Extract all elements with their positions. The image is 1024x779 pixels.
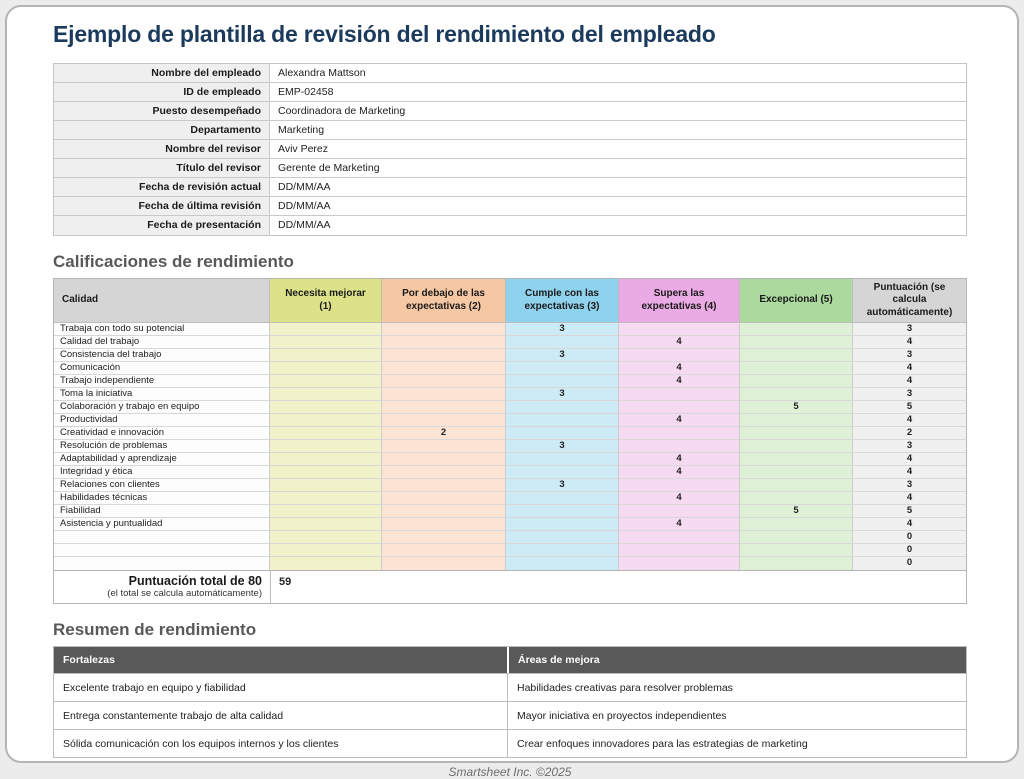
rating-cell[interactable] bbox=[740, 336, 853, 349]
rating-criterion bbox=[54, 531, 270, 544]
info-row bbox=[54, 64, 966, 83]
rating-cell[interactable] bbox=[382, 349, 506, 362]
rating-cell[interactable] bbox=[382, 466, 506, 479]
rating-row bbox=[54, 557, 966, 570]
rating-cell[interactable] bbox=[506, 375, 619, 388]
rating-cell[interactable]: 3 bbox=[506, 440, 619, 453]
rating-cell[interactable] bbox=[270, 531, 382, 544]
ratings-section-heading: Calificaciones de rendimiento bbox=[53, 252, 294, 271]
rating-cell[interactable] bbox=[740, 557, 853, 570]
rating-criterion: Productividad bbox=[54, 414, 270, 427]
rating-score-cell: 4 bbox=[853, 492, 966, 505]
rating-cell[interactable] bbox=[619, 349, 740, 362]
info-field-label: Departamento bbox=[54, 121, 270, 139]
rating-cell[interactable] bbox=[270, 336, 382, 349]
info-field-value[interactable]: Marketing bbox=[270, 121, 966, 139]
rating-criterion: Adaptabilidad y aprendizaje bbox=[54, 453, 270, 466]
rating-cell[interactable]: 4 bbox=[619, 453, 740, 466]
rating-cell[interactable] bbox=[270, 466, 382, 479]
rating-row bbox=[54, 401, 966, 414]
ratings-header-level-3: Cumple con las expectativas (3) bbox=[506, 279, 619, 323]
rating-cell[interactable] bbox=[506, 336, 619, 349]
rating-cell[interactable]: 4 bbox=[619, 336, 740, 349]
ratings-header-row bbox=[54, 279, 966, 323]
rating-row bbox=[54, 388, 966, 401]
rating-cell[interactable] bbox=[619, 531, 740, 544]
info-field-label: Título del revisor bbox=[54, 159, 270, 177]
rating-criterion: Comunicación bbox=[54, 362, 270, 375]
rating-cell[interactable]: 4 bbox=[619, 466, 740, 479]
rating-cell[interactable] bbox=[506, 492, 619, 505]
rating-cell[interactable] bbox=[382, 557, 506, 570]
summary-header-row bbox=[54, 647, 966, 673]
info-field-value[interactable]: DD/MM/AA bbox=[270, 216, 966, 235]
info-field-label: Fecha de última revisión bbox=[54, 197, 270, 215]
rating-cell[interactable] bbox=[270, 557, 382, 570]
rating-cell[interactable] bbox=[740, 414, 853, 427]
rating-cell[interactable] bbox=[270, 492, 382, 505]
rating-row bbox=[54, 362, 966, 375]
rating-cell[interactable]: 3 bbox=[506, 323, 619, 336]
rating-cell[interactable] bbox=[506, 401, 619, 414]
rating-cell[interactable] bbox=[270, 349, 382, 362]
ratings-header-level-5: Excepcional (5) bbox=[740, 279, 853, 323]
info-field-value[interactable]: Aviv Perez bbox=[270, 140, 966, 158]
rating-criterion: Consistencia del trabajo bbox=[54, 349, 270, 362]
rating-cell[interactable]: 4 bbox=[619, 375, 740, 388]
summary-body bbox=[54, 673, 966, 757]
rating-cell[interactable] bbox=[740, 453, 853, 466]
rating-cell[interactable]: 5 bbox=[740, 401, 853, 414]
summary-strength-cell[interactable]: Sólida comunicación con los equipos internos y los clientes bbox=[63, 738, 339, 750]
info-row bbox=[54, 102, 966, 121]
rating-row bbox=[54, 414, 966, 427]
rating-score-cell: 4 bbox=[853, 375, 966, 388]
rating-cell[interactable] bbox=[382, 453, 506, 466]
rating-cell[interactable] bbox=[270, 518, 382, 531]
rating-score-cell: 3 bbox=[853, 349, 966, 362]
rating-cell[interactable] bbox=[740, 479, 853, 492]
employee-info-table bbox=[53, 63, 967, 236]
rating-cell[interactable] bbox=[740, 388, 853, 401]
rating-score-cell: 3 bbox=[853, 323, 966, 336]
rating-cell[interactable] bbox=[270, 453, 382, 466]
rating-cell[interactable] bbox=[270, 505, 382, 518]
summary-improvement-cell[interactable]: Crear enfoques innovadores para las estrategias de marketing bbox=[507, 730, 966, 757]
rating-cell[interactable] bbox=[382, 440, 506, 453]
rating-cell[interactable] bbox=[382, 388, 506, 401]
rating-row bbox=[54, 531, 966, 544]
rating-cell[interactable] bbox=[506, 544, 619, 557]
rating-row bbox=[54, 466, 966, 479]
rating-cell[interactable] bbox=[506, 427, 619, 440]
rating-cell[interactable]: 3 bbox=[506, 479, 619, 492]
rating-row bbox=[54, 375, 966, 388]
rating-cell[interactable] bbox=[382, 375, 506, 388]
rating-criterion bbox=[54, 557, 270, 570]
rating-cell[interactable] bbox=[619, 401, 740, 414]
rating-score-cell: 5 bbox=[853, 505, 966, 518]
rating-cell[interactable]: 4 bbox=[619, 362, 740, 375]
rating-criterion: Calidad del trabajo bbox=[54, 336, 270, 349]
ratings-body bbox=[54, 323, 966, 570]
info-field-value[interactable]: Alexandra Mattson bbox=[270, 64, 966, 82]
rating-cell[interactable] bbox=[506, 362, 619, 375]
rating-cell[interactable] bbox=[740, 531, 853, 544]
rating-cell[interactable] bbox=[270, 388, 382, 401]
info-row bbox=[54, 178, 966, 197]
info-field-label: Puesto desempeñado bbox=[54, 102, 270, 120]
summary-strength-cell[interactable]: Excelente trabajo en equipo y fiabilidad bbox=[63, 682, 246, 694]
rating-score-cell: 0 bbox=[853, 557, 966, 570]
rating-cell[interactable] bbox=[619, 544, 740, 557]
rating-cell[interactable] bbox=[270, 362, 382, 375]
rating-cell[interactable]: 3 bbox=[506, 388, 619, 401]
info-field-value[interactable]: EMP-02458 bbox=[270, 83, 966, 101]
rating-cell[interactable] bbox=[382, 518, 506, 531]
rating-cell[interactable] bbox=[740, 349, 853, 362]
rating-cell[interactable]: 5 bbox=[740, 505, 853, 518]
total-score-value: 59 bbox=[270, 571, 966, 603]
rating-cell[interactable] bbox=[506, 453, 619, 466]
rating-cell[interactable] bbox=[382, 505, 506, 518]
rating-cell[interactable] bbox=[270, 323, 382, 336]
rating-criterion: Resolución de problemas bbox=[54, 440, 270, 453]
rating-cell[interactable] bbox=[740, 427, 853, 440]
rating-row bbox=[54, 323, 966, 336]
rating-cell[interactable] bbox=[382, 401, 506, 414]
rating-score-cell: 3 bbox=[853, 479, 966, 492]
rating-score-cell: 4 bbox=[853, 453, 966, 466]
rating-criterion: Toma la iniciativa bbox=[54, 388, 270, 401]
rating-row bbox=[54, 453, 966, 466]
rating-score-cell: 2 bbox=[853, 427, 966, 440]
info-field-value[interactable]: Coordinadora de Marketing bbox=[270, 102, 966, 120]
rating-criterion: Asistencia y puntualidad bbox=[54, 518, 270, 531]
rating-row bbox=[54, 544, 966, 557]
summary-table bbox=[53, 646, 967, 758]
rating-score-cell: 0 bbox=[853, 544, 966, 557]
info-row bbox=[54, 159, 966, 178]
rating-cell[interactable] bbox=[270, 401, 382, 414]
rating-criterion: Trabaja con todo su potencial bbox=[54, 323, 270, 336]
summary-header-strengths: Fortalezas bbox=[63, 654, 115, 666]
rating-score-cell: 0 bbox=[853, 531, 966, 544]
total-label: Puntuación total de 80 bbox=[128, 574, 262, 588]
rating-cell[interactable] bbox=[619, 479, 740, 492]
rating-cell[interactable] bbox=[270, 544, 382, 557]
rating-row bbox=[54, 349, 966, 362]
rating-cell[interactable] bbox=[740, 375, 853, 388]
total-label-cell bbox=[54, 571, 270, 603]
info-row bbox=[54, 121, 966, 140]
summary-row bbox=[54, 701, 966, 729]
rating-criterion: Fiabilidad bbox=[54, 505, 270, 518]
rating-cell[interactable] bbox=[382, 323, 506, 336]
rating-cell[interactable] bbox=[270, 440, 382, 453]
rating-cell[interactable] bbox=[270, 414, 382, 427]
rating-criterion: Colaboración y trabajo en equipo bbox=[54, 401, 270, 414]
rating-cell[interactable] bbox=[619, 557, 740, 570]
rating-cell[interactable]: 4 bbox=[619, 414, 740, 427]
rating-cell[interactable] bbox=[740, 440, 853, 453]
rating-cell[interactable] bbox=[619, 323, 740, 336]
rating-cell[interactable] bbox=[382, 336, 506, 349]
rating-cell[interactable] bbox=[619, 388, 740, 401]
summary-section-heading: Resumen de rendimiento bbox=[53, 620, 257, 639]
rating-cell[interactable] bbox=[270, 479, 382, 492]
rating-row bbox=[54, 518, 966, 531]
info-row bbox=[54, 216, 966, 235]
rating-row bbox=[54, 440, 966, 453]
summary-improvement-cell[interactable]: Mayor iniciativa en proyectos independientes bbox=[507, 702, 966, 729]
rating-score-cell: 4 bbox=[853, 336, 966, 349]
rating-cell[interactable] bbox=[619, 427, 740, 440]
rating-criterion: Integridad y ética bbox=[54, 466, 270, 479]
rating-criterion: Creatividad e innovación bbox=[54, 427, 270, 440]
info-field-value[interactable]: Gerente de Marketing bbox=[270, 159, 966, 177]
ratings-table bbox=[53, 278, 967, 604]
rating-score-cell: 4 bbox=[853, 362, 966, 375]
page-card bbox=[5, 5, 1019, 779]
summary-strength-cell[interactable]: Entrega constantemente trabajo de alta calidad bbox=[63, 710, 284, 722]
ratings-total-row bbox=[54, 570, 966, 603]
rating-cell[interactable] bbox=[506, 518, 619, 531]
info-field-label: Fecha de revisión actual bbox=[54, 178, 270, 196]
summary-header-improvements: Áreas de mejora bbox=[507, 647, 966, 673]
rating-cell[interactable]: 4 bbox=[619, 492, 740, 505]
rating-row bbox=[54, 427, 966, 440]
rating-cell[interactable] bbox=[382, 479, 506, 492]
rating-cell[interactable] bbox=[382, 531, 506, 544]
rating-cell[interactable] bbox=[619, 505, 740, 518]
rating-score-cell: 3 bbox=[853, 440, 966, 453]
info-field-label: Fecha de presentación bbox=[54, 216, 270, 235]
rating-cell[interactable] bbox=[270, 375, 382, 388]
rating-cell[interactable] bbox=[740, 492, 853, 505]
rating-cell[interactable] bbox=[619, 440, 740, 453]
rating-cell[interactable] bbox=[506, 414, 619, 427]
summary-row bbox=[54, 729, 966, 757]
info-field-value[interactable]: DD/MM/AA bbox=[270, 197, 966, 215]
rating-cell[interactable] bbox=[740, 323, 853, 336]
rating-score-cell: 4 bbox=[853, 518, 966, 531]
rating-row bbox=[54, 479, 966, 492]
rating-cell[interactable] bbox=[740, 518, 853, 531]
rating-score-cell: 3 bbox=[853, 388, 966, 401]
rating-cell[interactable] bbox=[506, 505, 619, 518]
rating-row bbox=[54, 505, 966, 518]
rating-row bbox=[54, 492, 966, 505]
rating-cell[interactable] bbox=[382, 414, 506, 427]
total-sublabel: (el total se calcula automáticamente) bbox=[107, 588, 262, 599]
rating-score-cell: 5 bbox=[853, 401, 966, 414]
rating-cell[interactable] bbox=[382, 362, 506, 375]
info-field-label: Nombre del empleado bbox=[54, 64, 270, 82]
summary-row bbox=[54, 673, 966, 701]
info-field-label: Nombre del revisor bbox=[54, 140, 270, 158]
rating-score-cell: 4 bbox=[853, 466, 966, 479]
rating-criterion: Habilidades técnicas bbox=[54, 492, 270, 505]
rating-cell[interactable] bbox=[506, 557, 619, 570]
rating-cell[interactable] bbox=[740, 362, 853, 375]
rating-cell[interactable]: 4 bbox=[619, 518, 740, 531]
ratings-header-level-2: Por debajo de las expectativas (2) bbox=[382, 279, 506, 323]
rating-cell[interactable] bbox=[506, 531, 619, 544]
info-field-label: ID de empleado bbox=[54, 83, 270, 101]
ratings-header-level-4: Supera las expectativas (4) bbox=[619, 279, 740, 323]
rating-criterion: Relaciones con clientes bbox=[54, 479, 270, 492]
info-row bbox=[54, 83, 966, 102]
info-row bbox=[54, 140, 966, 159]
rating-cell[interactable] bbox=[506, 466, 619, 479]
ratings-header-score: Puntuación (se calcula automáticamente) bbox=[853, 279, 966, 323]
footer-copyright: Smartsheet Inc. ©2025 bbox=[448, 765, 572, 779]
rating-cell[interactable]: 3 bbox=[506, 349, 619, 362]
rating-cell[interactable] bbox=[270, 427, 382, 440]
rating-row bbox=[54, 336, 966, 349]
info-field-value[interactable]: DD/MM/AA bbox=[270, 178, 966, 196]
rating-cell[interactable] bbox=[382, 492, 506, 505]
rating-criterion bbox=[54, 544, 270, 557]
rating-cell[interactable] bbox=[740, 466, 853, 479]
ratings-header-quality: Calidad bbox=[54, 279, 270, 323]
rating-cell[interactable] bbox=[740, 544, 853, 557]
ratings-header-level-1: Necesita mejorar (1) bbox=[270, 279, 382, 323]
rating-cell[interactable] bbox=[382, 544, 506, 557]
info-row bbox=[54, 197, 966, 216]
rating-criterion: Trabajo independiente bbox=[54, 375, 270, 388]
page-title: Ejemplo de plantilla de revisión del rendimiento del empleado bbox=[53, 21, 716, 47]
rating-cell[interactable]: 2 bbox=[382, 427, 506, 440]
summary-improvement-cell[interactable]: Habilidades creativas para resolver problemas bbox=[507, 674, 966, 701]
rating-score-cell: 4 bbox=[853, 414, 966, 427]
